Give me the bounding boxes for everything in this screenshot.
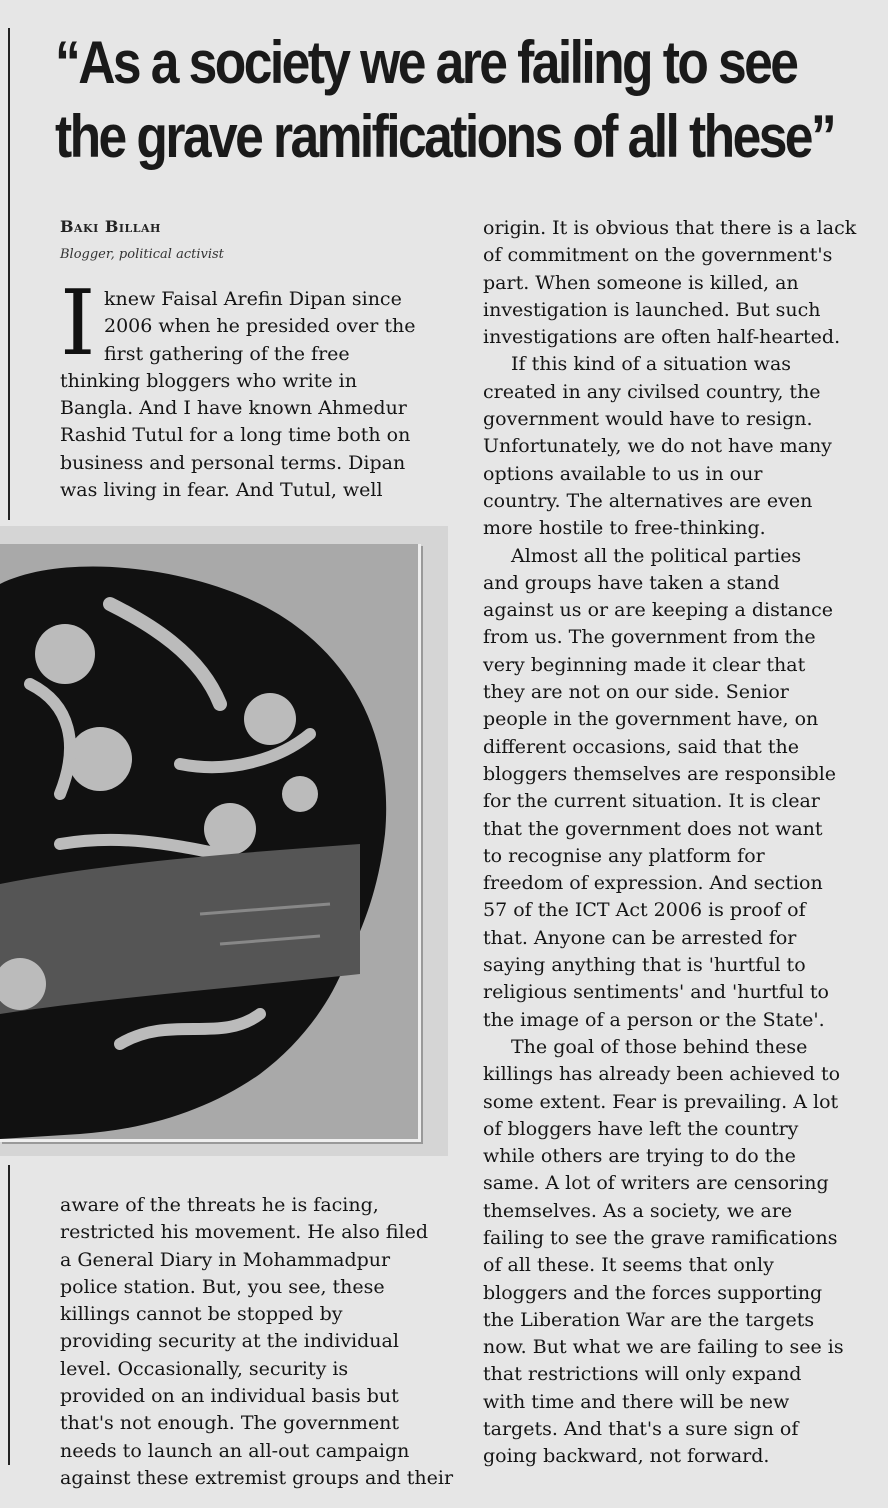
author-role: Blogger, political activist	[60, 247, 224, 262]
article-line: options available to us in our	[483, 462, 763, 485]
illus-circle-1	[35, 624, 95, 684]
article-line: same. A lot of writers are censoring	[483, 1172, 829, 1195]
article-line: saying anything that is 'hurtful to	[483, 954, 806, 977]
headline-line-1: “As a society we are failing to see	[55, 29, 797, 96]
article-line: Rashid Tutul for a long time both on	[60, 424, 411, 447]
illustration-svg	[0, 544, 418, 1139]
article-line: Almost all the political parties	[511, 544, 802, 567]
article-line: country. The alternatives are even	[483, 489, 813, 512]
article-line: while others are trying to do the	[483, 1145, 796, 1168]
drop-cap: I	[60, 271, 96, 376]
article-line: religious sentiments' and 'hurtful to	[483, 981, 829, 1004]
article-line: If this kind of a situation was	[511, 353, 792, 376]
article-line: and groups have taken a stand	[483, 571, 780, 594]
article-line: killings cannot be stopped by	[60, 1303, 343, 1326]
illus-circle-5	[282, 776, 318, 812]
article-line: freedom of expression. And section	[483, 872, 823, 895]
article-line: needs to launch an all-out campaign	[60, 1439, 410, 1462]
article-line: from us. The government from the	[483, 626, 816, 649]
illustration-frame	[0, 526, 448, 1156]
article-line: 57 of the ICT Act 2006 is proof of	[483, 899, 806, 922]
article-line: against us or are keeping a distance	[483, 599, 833, 622]
article-line: the Liberation War are the targets	[483, 1308, 815, 1331]
article-line: 2006 when he presided over the	[104, 315, 416, 338]
article-line: of all these. It seems that only	[483, 1254, 774, 1277]
article-line: killings has already been achieved to	[483, 1063, 841, 1086]
article-line: knew Faisal Arefin Dipan since	[104, 288, 402, 310]
article-line: now. But what we are failing to see is	[483, 1336, 844, 1359]
article-line: people in the government have, on	[483, 708, 819, 731]
article-line: level. Occasionally, security is	[60, 1357, 349, 1380]
article-line: that. Anyone can be arrested for	[483, 926, 797, 949]
article-line: some extent. Fear is prevailing. A lot	[483, 1090, 839, 1113]
article-line: against these extremist groups and their	[60, 1466, 454, 1489]
article-line: business and personal terms. Dipan	[60, 451, 406, 474]
article-line: bloggers themselves are responsible	[483, 762, 837, 785]
article-line: police station. But, you see, these	[60, 1275, 385, 1298]
article-line: they are not on our side. Senior	[483, 681, 789, 704]
article-line: the image of a person or the State'.	[483, 1008, 825, 1031]
article-line: Unfortunately, we do not have many	[483, 435, 832, 458]
article-line: very beginning made it clear that	[483, 653, 806, 676]
article-line: that the government does not want	[483, 817, 823, 840]
article-line: first gathering of the free	[104, 342, 350, 365]
article-line: different occasions, said that the	[483, 735, 799, 758]
article-line: Bangla. And I have known Ahmedur	[60, 397, 407, 420]
article-line: was living in fear. And Tutul, well	[60, 479, 383, 502]
left-column-rule	[8, 28, 10, 520]
article-line: going backward, not forward.	[483, 1445, 770, 1468]
author-name: Baki Billah	[60, 217, 161, 236]
article-line: that's not enough. The government	[60, 1412, 400, 1435]
headline	[55, 26, 835, 174]
article-line: part. When someone is killed, an	[483, 271, 799, 294]
article-line: to recognise any platform for	[483, 844, 765, 867]
article-line: that restrictions will only expand	[483, 1363, 802, 1386]
article-line: investigations are often half-hearted.	[483, 326, 841, 349]
illus-circle-2	[68, 727, 132, 791]
article-column-right	[483, 215, 883, 1471]
article-line: government would have to resign.	[483, 408, 813, 431]
article-line: providing security at the individual	[60, 1330, 399, 1353]
article-line: for the current situation. It is clear	[483, 790, 820, 813]
article-line: thinking bloggers who write in	[60, 369, 357, 392]
article-line: created in any civilsed country, the	[483, 380, 821, 403]
article-line: more hostile to free-thinking.	[483, 517, 766, 540]
article-column-left-top	[60, 271, 460, 504]
article-line: themselves. As a society, we are	[483, 1199, 793, 1222]
article-column-left-bottom	[60, 1192, 460, 1492]
headline-line-2: the grave ramifications of all these”	[55, 103, 835, 170]
article-line: aware of the threats he is facing,	[60, 1194, 379, 1216]
article-line: restricted his movement. He also filed	[60, 1221, 428, 1244]
article-line: of bloggers have left the country	[483, 1117, 799, 1140]
article-line: provided on an individual basis but	[60, 1385, 399, 1408]
article-line: a General Diary in Mohammadpur	[60, 1248, 391, 1271]
article-line: with time and there will be new	[483, 1390, 790, 1413]
article-line: investigation is launched. But such	[483, 298, 821, 321]
article-line: of commitment on the government's	[483, 244, 833, 267]
left-column-rule-lower	[8, 1165, 10, 1465]
article-line: failing to see the grave ramifications	[483, 1226, 838, 1249]
article-line: origin. It is obvious that there is a lack	[483, 217, 857, 239]
article-line: bloggers and the forces supporting	[483, 1281, 823, 1304]
gagged-head-illustration	[0, 544, 421, 1142]
article-line: targets. And that's a sure sign of	[483, 1418, 799, 1441]
illus-circle-3	[244, 693, 296, 745]
article-line: The goal of those behind these	[511, 1035, 808, 1058]
